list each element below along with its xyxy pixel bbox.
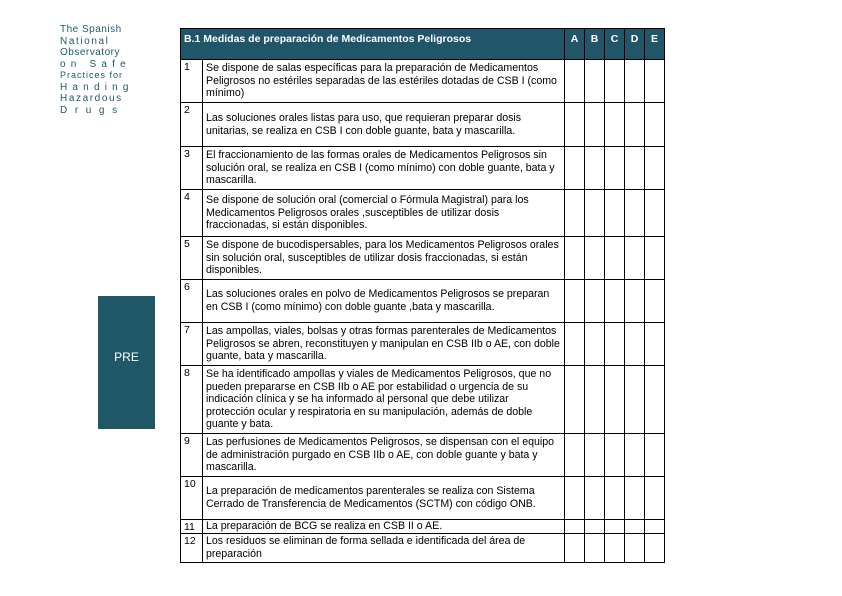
checklist-cell-b[interactable] [585, 280, 605, 323]
logo-line: Drugs [60, 104, 125, 116]
checklist-cell-c[interactable] [605, 477, 625, 520]
checklist-cell-e[interactable] [645, 534, 665, 563]
checklist-cell-d[interactable] [625, 280, 645, 323]
checklist-cell-e[interactable] [645, 323, 665, 366]
checklist-cell-d[interactable] [625, 147, 645, 190]
checklist-cell-c[interactable] [605, 520, 625, 534]
table-row [181, 60, 665, 103]
row-number: 7 [181, 323, 203, 366]
row-number: 9 [181, 434, 203, 477]
checklist-cell-e[interactable] [645, 434, 665, 477]
checklist-cell-a[interactable] [565, 103, 585, 147]
logo-line: Practices for [60, 70, 124, 80]
checklist-cell-a[interactable] [565, 366, 585, 434]
checklist-cell-c[interactable] [605, 534, 625, 563]
logo-line: Hazardous [60, 93, 123, 104]
row-measure-text: La preparación de BCG se realiza en CSB II o AE. [203, 520, 565, 534]
checklist-cell-d[interactable] [625, 237, 645, 280]
table-row [181, 434, 665, 477]
column-header-c: C [605, 29, 625, 60]
row-measure-text: La preparación de medicamentos parenterales se realiza con Sistema Cerrado de Transferencia de Medicamentos (SCTM) con código ONB. [203, 477, 565, 520]
checklist-cell-a[interactable] [565, 190, 585, 237]
checklist-cell-b[interactable] [585, 366, 605, 434]
checklist-cell-d[interactable] [625, 477, 645, 520]
row-number: 3 [181, 147, 203, 190]
row-measure-text: Se ha identificado ampollas y viales de Medicamentos Peligrosos, que no pueden prepararse en CSB IIb o AE por estabilidad o urgencia de su indicación clínica y se ha informado al personal que debe utilizar protección ocular y respiratoria en su manipulación, además de doble guante y bata. [203, 366, 565, 434]
section-tab-label: PRE [114, 349, 139, 364]
checklist-cell-e[interactable] [645, 60, 665, 103]
table-row [181, 323, 665, 366]
row-measure-text: Se dispone de salas específicas para la preparación de Medicamentos Peligrosos no estériles separadas de las estériles dotadas de CSB I (como mínimo) [203, 60, 565, 103]
checklist-cell-a[interactable] [565, 280, 585, 323]
checklist-cell-d[interactable] [625, 534, 645, 563]
checklist-cell-e[interactable] [645, 366, 665, 434]
observatory-logo [60, 24, 146, 116]
logo-line: National [60, 35, 110, 47]
checklist-cell-a[interactable] [565, 477, 585, 520]
checklist-cell-e[interactable] [645, 190, 665, 237]
checklist-cell-a[interactable] [565, 434, 585, 477]
checklist-cell-b[interactable] [585, 534, 605, 563]
row-number: 1 [181, 60, 203, 103]
checklist-cell-c[interactable] [605, 323, 625, 366]
checklist-cell-a[interactable] [565, 534, 585, 563]
checklist-cell-b[interactable] [585, 190, 605, 237]
row-number: 4 [181, 190, 203, 237]
checklist-cell-b[interactable] [585, 60, 605, 103]
checklist-cell-b[interactable] [585, 237, 605, 280]
row-number: 11 [181, 520, 203, 534]
checklist-cell-a[interactable] [565, 323, 585, 366]
column-header-e: E [645, 29, 665, 60]
checklist-cell-c[interactable] [605, 280, 625, 323]
checklist-cell-d[interactable] [625, 366, 645, 434]
table-row [181, 147, 665, 190]
checklist-cell-a[interactable] [565, 237, 585, 280]
table-row [181, 477, 665, 520]
column-header-d: D [625, 29, 645, 60]
checklist-cell-d[interactable] [625, 190, 645, 237]
row-measure-text: El fraccionamiento de las formas orales de Medicamentos Peligrosos sin solución oral, se realiza en CSB I (como mínimo) con doble guante, bata y mascarilla. [203, 147, 565, 190]
table-body [181, 60, 665, 563]
row-number: 10 [181, 477, 203, 520]
row-measure-text: Las soluciones orales en polvo de Medicamentos Peligrosos se preparan en CSB I (como mínimo) con doble guante ,bata y mascarilla. [203, 280, 565, 323]
checklist-cell-b[interactable] [585, 323, 605, 366]
checklist-cell-d[interactable] [625, 60, 645, 103]
checklist-cell-e[interactable] [645, 477, 665, 520]
checklist-cell-d[interactable] [625, 323, 645, 366]
row-measure-text: Se dispone de bucodispersables, para los Medicamentos Peligrosos orales sin solución oral, susceptibles de utilizar dosis fraccionadas, si están disponibles. [203, 237, 565, 280]
column-header-a: A [565, 29, 585, 60]
checklist-cell-c[interactable] [605, 434, 625, 477]
checklist-cell-b[interactable] [585, 147, 605, 190]
checklist-cell-d[interactable] [625, 520, 645, 534]
table-row [181, 534, 665, 563]
checklist-cell-c[interactable] [605, 147, 625, 190]
checklist-cell-b[interactable] [585, 477, 605, 520]
table-row [181, 237, 665, 280]
table-row [181, 103, 665, 147]
checklist-cell-e[interactable] [645, 520, 665, 534]
row-measure-text: Las ampollas, viales, bolsas y otras formas parenterales de Medicamentos Peligrosos se abren, reconstituyen y manipulan en CSB IIb o AE, con doble guante, bata y mascarilla. [203, 323, 565, 366]
row-measure-text: Las soluciones orales listas para uso, que requieran preparar dosis unitarias, se realiza en CSB I con doble guante, bata y mascarilla. [203, 103, 565, 147]
row-number: 8 [181, 366, 203, 434]
checklist-cell-b[interactable] [585, 434, 605, 477]
checklist-cell-b[interactable] [585, 103, 605, 147]
checklist-cell-a[interactable] [565, 520, 585, 534]
table-title: B.1 Medidas de preparación de Medicamentos Peligrosos [181, 29, 565, 60]
table-row [181, 520, 665, 534]
row-number: 5 [181, 237, 203, 280]
checklist-cell-c[interactable] [605, 60, 625, 103]
table-row [181, 280, 665, 323]
checklist-cell-a[interactable] [565, 60, 585, 103]
section-tab-pre [98, 296, 155, 429]
column-header-b: B [585, 29, 605, 60]
checklist-cell-c[interactable] [605, 366, 625, 434]
table-header-row [181, 29, 665, 60]
checklist-cell-a[interactable] [565, 147, 585, 190]
table-row [181, 366, 665, 434]
row-measure-text: Las perfusiones de Medicamentos Peligrosos, se dispensan con el equipo de administración purgado en CSB IIb o AE, con doble guante y bata y mascarilla. [203, 434, 565, 477]
checklist-cell-e[interactable] [645, 103, 665, 147]
table-row [181, 190, 665, 237]
checklist-cell-e[interactable] [645, 280, 665, 323]
checklist-cell-e[interactable] [645, 147, 665, 190]
row-number: 6 [181, 280, 203, 323]
preparation-measures-table [180, 28, 665, 563]
row-measure-text: Se dispone de solución oral (comercial o Fórmula Magistral) para los Medicamentos Peligrosos orales ,susceptibles de utilizar dosis fraccionadas, si están disponibles. [203, 190, 565, 237]
row-number: 12 [181, 534, 203, 563]
checklist-cell-c[interactable] [605, 237, 625, 280]
checklist-cell-e[interactable] [645, 237, 665, 280]
checklist-cell-d[interactable] [625, 103, 645, 147]
logo-line: Observatory [60, 47, 120, 58]
checklist-cell-c[interactable] [605, 190, 625, 237]
logo-line: Handing [60, 81, 134, 93]
logo-line: on Safe [60, 58, 131, 70]
row-measure-text: Los residuos se eliminan de forma sellada e identificada del área de preparación [203, 534, 565, 563]
logo-line: The Spanish [60, 24, 122, 35]
checklist-cell-b[interactable] [585, 520, 605, 534]
checklist-cell-c[interactable] [605, 103, 625, 147]
row-number: 2 [181, 103, 203, 147]
checklist-cell-d[interactable] [625, 434, 645, 477]
